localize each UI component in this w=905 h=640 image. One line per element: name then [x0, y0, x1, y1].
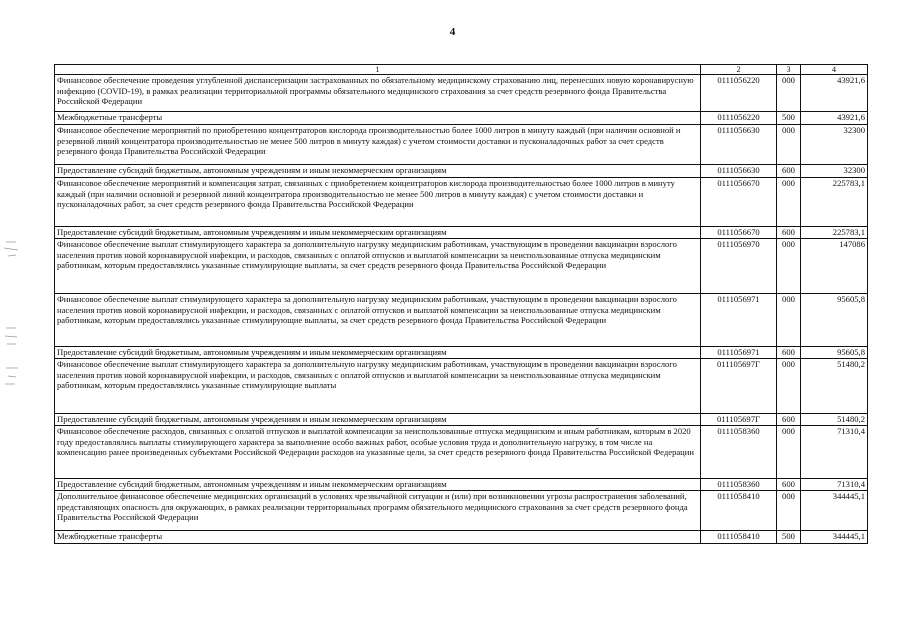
row-type: 000: [777, 294, 801, 347]
table-row: [55, 479, 868, 491]
row-code: 011105697Г: [701, 359, 777, 414]
row-sum: 95605,8: [801, 294, 868, 347]
row-sum: 51480,2: [801, 359, 868, 414]
table-row: [55, 531, 868, 544]
row-name: Межбюджетные трансферты: [55, 531, 701, 544]
page-number: 4: [449, 26, 456, 38]
header-col-4: 4: [801, 65, 868, 75]
row-name: Финансовое обеспечение выплат стимулирующего характера за дополнительную нагрузку медицинским работникам, участвующим в проведении вакцинации взрослого населения против новой коронавирусной инфекции, и расходов, связанных с оплатой отпусков и выплатой компенсации за неиспользованные отпуска медицинским работникам, которым предоставлялись указанные стимулирующие выплаты, за счет средств резервного фонда Правительства Российской Федерации: [55, 294, 701, 347]
row-type: 000: [777, 125, 801, 165]
row-code: 0111058360: [701, 426, 777, 479]
table-row: [55, 239, 868, 294]
row-code: 0111056971: [701, 294, 777, 347]
row-code: 0111056220: [701, 112, 777, 125]
budget-table: [54, 64, 868, 544]
row-sum: 71310,4: [801, 426, 868, 479]
table-header-row: [55, 65, 868, 75]
row-sum: 43921,6: [801, 75, 868, 112]
row-sum: 71310,4: [801, 479, 868, 491]
row-sum: 51480,2: [801, 414, 868, 426]
row-code: 0111056630: [701, 125, 777, 165]
row-sum: 32300: [801, 165, 868, 178]
table-row: [55, 178, 868, 227]
table-row: [55, 347, 868, 359]
row-sum: 32300: [801, 125, 868, 165]
row-type: 600: [777, 414, 801, 426]
row-sum: 43921,6: [801, 112, 868, 125]
row-type: 000: [777, 75, 801, 112]
row-sum: 95605,8: [801, 347, 868, 359]
table-row: [55, 359, 868, 414]
table-row: [55, 227, 868, 239]
row-code: 011105697Г: [701, 414, 777, 426]
margin-scan-marks: [0, 240, 30, 400]
row-type: 600: [777, 227, 801, 239]
row-name: Предоставление субсидий бюджетным, автономным учреждениям и иным некоммерческим организациям: [55, 479, 701, 491]
row-code: 0111056670: [701, 227, 777, 239]
row-code: 0111058360: [701, 479, 777, 491]
row-type: 500: [777, 531, 801, 544]
row-name: Финансовое обеспечение расходов, связанных с оплатой отпусков и выплатой компенсации за неиспользованные отпуска медицинским и иным работникам, которым в 2020 году предоставлялись выплаты стимулирующего характера за выполнение особо важных работ, особые условия труда и дополнительную нагрузку, в том числе на компенсацию ранее произведенных субъектами Российской Федерации расходов на указанные цели, за счет средств резервного фонда Правительства Российской Федерации: [55, 426, 701, 479]
table-row: [55, 294, 868, 347]
table-row: [55, 426, 868, 479]
table-row: [55, 491, 868, 531]
table-row: [55, 165, 868, 178]
row-name: Межбюджетные трансферты: [55, 112, 701, 125]
row-sum: 147086: [801, 239, 868, 294]
row-name: Предоставление субсидий бюджетным, автономным учреждениям и иным некоммерческим организациям: [55, 165, 701, 178]
row-name: Финансовое обеспечение выплат стимулирующего характера за дополнительную нагрузку медицинским работникам, участвующим в проведении вакцинации взрослого населения против новой коронавирусной инфекции, и расходов, связанных с оплатой отпусков и выплатой компенсации за неиспользованные отпуска медицинским работникам, которым предоставлялись указанные стимулирующие выплаты, за счет средств резервного фонда Правительства Российской Федерации: [55, 239, 701, 294]
row-name: Предоставление субсидий бюджетным, автономным учреждениям и иным некоммерческим организациям: [55, 414, 701, 426]
row-code: 0111056630: [701, 165, 777, 178]
row-type: 000: [777, 426, 801, 479]
row-code: 0111058410: [701, 531, 777, 544]
row-type: 000: [777, 178, 801, 227]
row-name: Финансовое обеспечение мероприятий по приобретению концентраторов кислорода производительностью более 1000 литров в минуту каждый (при наличии основной и резервной линий концентратора производительностью не менее 500 литров в минуту каждая) с учетом стоимости доставки и пусконаладочных работ за счет средств резервного фонда Правительства Российской Федерации: [55, 125, 701, 165]
row-name: Финансовое обеспечение проведения углубленной диспансеризации застрахованных по обязательному медицинскому страхованию лиц, перенесших новую коронавирусную инфекцию (COVID-19), в рамках реализации территориальной программы обязательного медицинского страхования за счет средств резервного фонда Правительства Российской Федерации: [55, 75, 701, 112]
row-code: 0111056970: [701, 239, 777, 294]
row-type: 600: [777, 347, 801, 359]
row-sum: 344445,1: [801, 491, 868, 531]
header-col-2: 2: [701, 65, 777, 75]
row-type: 000: [777, 491, 801, 531]
header-col-3: 3: [777, 65, 801, 75]
row-code: 0111056220: [701, 75, 777, 112]
row-code: 0111058410: [701, 491, 777, 531]
table-row: [55, 75, 868, 112]
row-sum: 225783,1: [801, 178, 868, 227]
row-type: 000: [777, 359, 801, 414]
table-row: [55, 112, 868, 125]
row-name: Предоставление субсидий бюджетным, автономным учреждениям и иным некоммерческим организациям: [55, 347, 701, 359]
header-col-1: 1: [55, 65, 701, 75]
table-row: [55, 125, 868, 165]
row-name: Дополнительное финансовое обеспечение медицинских организаций в условиях чрезвычайной ситуации и (или) при возникновении угрозы распространения заболеваний, представляющих опасность для окружающих, в рамках реализации территориальных программ обязательного медицинского страхования за счет средств резервного фонда Правительства Российской Федерации: [55, 491, 701, 531]
row-type: 600: [777, 165, 801, 178]
row-type: 600: [777, 479, 801, 491]
row-sum: 344445,1: [801, 531, 868, 544]
row-name: Финансовое обеспечение мероприятий и компенсация затрат, связанных с приобретением концентраторов кислорода производительностью более 1000 литров в минуту каждый (при наличии основной и резервной линий концентратора производительностью не менее 500 литров в минуту каждая) с учетом стоимости доставки и пусконаладочных работ, за счет средств резервного фонда Правительства Российской Федерации: [55, 178, 701, 227]
row-name: Финансовое обеспечение выплат стимулирующего характера за дополнительную нагрузку медицинским работникам, участвующим в проведении вакцинации взрослого населения против новой коронавирусной инфекции, и расходов, связанных с оплатой отпусков и выплатой компенсации за неиспользованные отпуска медицинским работникам, которым предоставлялись указанные стимулирующие выплаты: [55, 359, 701, 414]
row-type: 500: [777, 112, 801, 125]
row-code: 0111056670: [701, 178, 777, 227]
row-type: 000: [777, 239, 801, 294]
row-name: Предоставление субсидий бюджетным, автономным учреждениям и иным некоммерческим организациям: [55, 227, 701, 239]
table-row: [55, 414, 868, 426]
row-code: 0111056971: [701, 347, 777, 359]
row-sum: 225783,1: [801, 227, 868, 239]
